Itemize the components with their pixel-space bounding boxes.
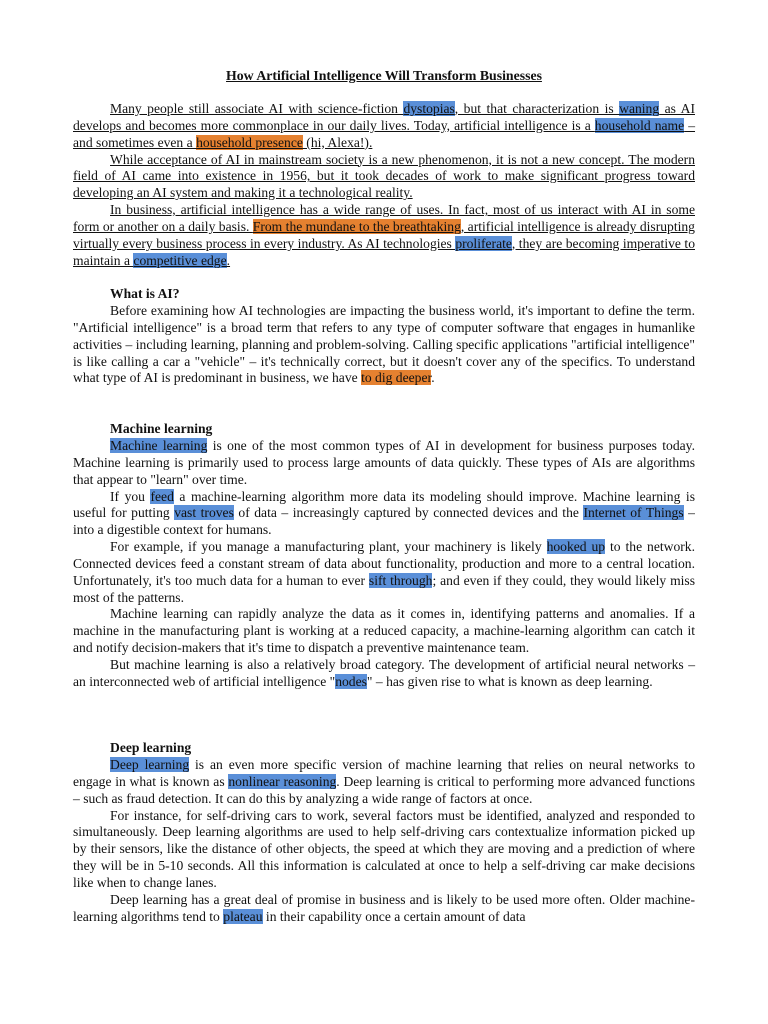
ml-paragraph-4: Machine learning can rapidly analyze the data as it comes in, identifying patterns and anomalies. If a machine in the manufacturing plant is working at a reduced capacity, a machine-learning algorithm can catch it and notify decision-makers that it's time to dispatch a preventive maintenance team.	[73, 606, 695, 656]
heading-machine-learning: Machine learning	[110, 421, 213, 436]
intro-section	[73, 101, 695, 269]
highlight-machine-learning: Machine learning	[110, 438, 208, 453]
heading-deep-learning: Deep learning	[110, 740, 192, 755]
ml-paragraph-5: But machine learning is also a relatively broad category. The development of artificial neural networks – an interconnected web of artificial intelligence "nodes" – has given rise to what is known as deep learning.	[73, 656, 695, 689]
highlight-household-name: household name	[594, 117, 685, 133]
highlight-proliferate: proliferate	[455, 235, 512, 251]
highlight-internet-of-things: Internet of Things	[583, 505, 684, 521]
highlight-mundane-breathtaking: From the mundane to the breathtaking	[252, 218, 461, 234]
highlight-sift-through: sift through	[368, 572, 433, 588]
highlight-plateau: plateau	[223, 908, 263, 924]
intro-paragraph-2: While acceptance of AI in mainstream society is a new phenomenon, it is not a new concept. The modern field of AI came into existence in 1956, but it took decades of work to make significant progress toward developing an AI system and making it a technological reality.	[73, 151, 695, 201]
what-is-ai-paragraph-1: Before examining how AI technologies are impacting the business world, it's important to define the term. "Artificial intelligence" is a broad term that refers to any type of computer software that engages in humanlike activities – including learning, planning and problem-solving. Calling specific applications "artificial intelligence" is like calling a car a "vehicle" – it's technically correct, but it doesn't cover any of the specifics. To understand what type of AI is predominant in business, we have to dig deeper.	[73, 303, 695, 386]
intro-paragraph-3: In business, artificial intelligence has a wide range of uses. In fact, most of us interact with AI in some form or another on a daily basis. From the mundane to the breathtaking, artificial intelligence is already disrupting virtually every business process in every industry. As AI technologies proliferate, they are becoming imperative to maintain a competitive edge.	[73, 202, 695, 268]
deep-learning-section	[73, 757, 695, 925]
dl-paragraph-1: Deep learning is an even more specific version of machine learning that relies on neural networks to engage in what is known as nonlinear reasoning. Deep learning is critical to performing more advanced functions – such as fraud detection. It can do this by analyzing a wide range of factors at once.	[73, 757, 695, 806]
dl-paragraph-3: Deep learning has a great deal of promise in business and is likely to be used more often. Older machine-learning algorithms tend to plateau in their capability once a certain amount of data	[73, 891, 695, 924]
highlight-nodes: nodes	[335, 673, 367, 689]
highlight-hooked-up: hooked up	[546, 539, 606, 555]
machine-learning-section	[73, 438, 695, 691]
ml-paragraph-1: Machine learning is one of the most common types of AI in development for business purposes today. Machine learning is primarily used to process large amounts of data quickly. These types of AIs are algorithms that appear to "learn" over time.	[73, 438, 695, 487]
highlight-nonlinear-reasoning: nonlinear reasoning	[228, 773, 337, 789]
highlight-dig-deeper: to dig deeper	[361, 370, 432, 386]
highlight-dystopias: dystopias	[403, 101, 455, 116]
what-is-ai-section	[73, 303, 695, 387]
intro-paragraph-1: Many people still associate AI with science-fiction dystopias, but that characterization is waning as AI develops and becomes more commonplace in our daily lives. Today, artificial intelligence is a household name – and sometimes even a household presence (hi, Alexa!).	[73, 101, 696, 150]
highlight-vast-troves: vast troves	[174, 505, 234, 521]
document-title: How Artificial Intelligence Will Transform Businesses	[226, 68, 542, 83]
highlight-deep-learning: Deep learning	[110, 757, 190, 772]
highlight-household-presence: household presence	[196, 134, 303, 150]
ml-paragraph-2: If you feed a machine-learning algorithm more data its modeling should improve. Machine learning is useful for putting vast troves of data – increasingly captured by connected devices and the Internet of Things – into a digestible context for humans.	[73, 488, 695, 538]
highlight-feed: feed	[150, 488, 174, 504]
highlight-waning: waning	[619, 101, 660, 116]
dl-paragraph-2: For instance, for self-driving cars to work, several factors must be identified, analyzed and responded to simultaneously. Deep learning algorithms are used to help self-driving cars contextualize information picked up by their sensors, like the distance of other objects, the speed at which they are moving and a prediction of where they will be in 5-10 seconds. All this information is calculated at once to help a self-driving car make decisions like when to change lanes.	[73, 807, 695, 890]
heading-what-is-ai: What is AI?	[110, 286, 180, 301]
highlight-competitive-edge: competitive edge	[133, 252, 227, 268]
ml-paragraph-3: For example, if you manage a manufacturing plant, your machinery is likely hooked up to the network. Connected devices feed a constant stream of data about functionality, production and more to a central location. Unfortunately, it's too much data for a human to ever sift through; and even if they could, they would likely miss most of the patterns.	[73, 539, 696, 605]
